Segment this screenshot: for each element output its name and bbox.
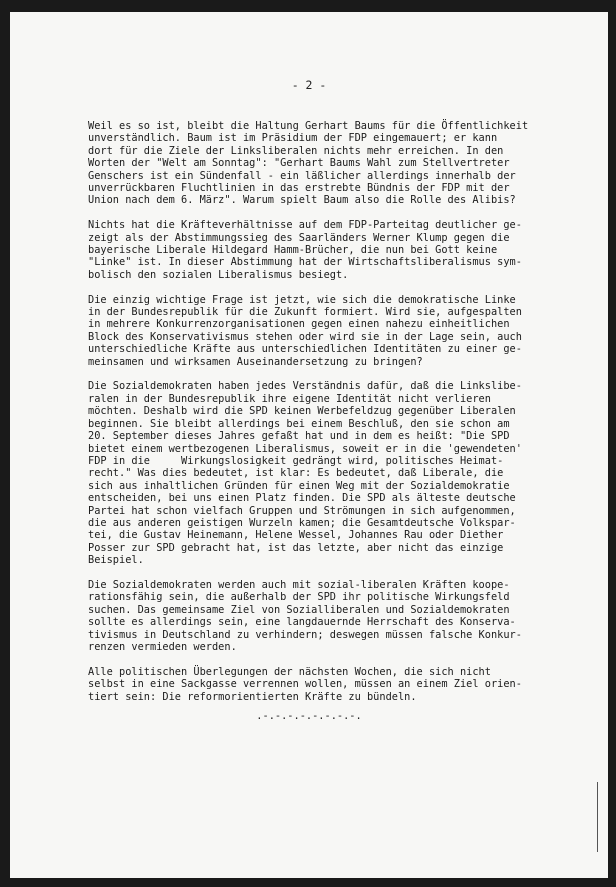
text-line: tei, die Gustav Heinemann, Helene Wessel, Johannes Rau oder Diether [88,529,504,542]
text-line: unverrückbaren Fluchtlinien in das erstrebte Bündnis der FDP mit der [88,182,510,195]
text-line: tivismus in Deutschland zu verhindern; deswegen müssen falsche Konkur- [88,628,522,641]
text-line: möchten. Deshalb wird die SPD keinen Werbefeldzug gegenüber Liberalen [88,405,516,418]
scan-edge-mark [597,782,598,852]
text-line: Beispiel. [88,554,144,567]
text-line: unverständlich. Baum ist im Präsidium der FDP eingemauert; er kann [88,132,498,145]
text-line: Union nach dem 6. März". Warum spielt Baum also die Rolle des Alibis? [88,194,516,207]
text-line: in der Bundesrepublik für die Zukunft formiert. Wird sie, aufgespalten [88,306,522,319]
text-line: meinsamen und wirksamen Auseinandersetzung zu bringen? [88,355,423,368]
text-line: unterschiedliche Kräfte aus unterschiedlichen Identitäten zu einer ge- [88,343,522,356]
text-line: rationsfähig sein, die außerhalb der SPD ihr politische Wirkungsfeld [88,591,510,604]
text-line: bietet einem wertbezogenen Liberalismus, soweit er in die 'gewendeten' [88,442,522,455]
text-line: Posser zur SPD gebracht hat, ist das letzte, aber nicht das einzige [88,541,504,554]
paragraph-4 [88,380,593,566]
text-line: ralen in der Bundesrepublik ihre eigene Identität nicht verlieren [88,392,491,405]
text-line: 20. September dieses Jahres gefaßt hat und in dem es heißt: "Die SPD [88,430,510,443]
text-line: Die Sozialdemokraten werden auch mit sozial-liberalen Kräften koope- [88,578,510,591]
text-line: "Linke" ist. In dieser Abstimmung hat der Wirtschaftsliberalismus sym- [88,256,522,269]
text-line: Weil es so ist, bleibt die Haltung Gerhart Baums für die Öffentlichkeit [88,120,529,132]
text-line: in mehrere Konkurrenzorganisationen gegen einen nahezu einheitlichen [88,318,510,331]
text-line: renzen vermieden werden. [88,641,237,653]
paragraph-5 [88,579,593,653]
text-line: zeigt als der Abstimmungssieg des Saarländers Werner Klump gegen die [88,231,510,244]
text-line: tiert sein: Die reformorientierten Kräfte zu bündeln. [88,690,417,703]
text-line: Die einzig wichtige Frage ist jetzt, wie sich die demokratische Linke [88,293,516,306]
paragraph-3 [88,294,593,368]
text-line: beginnen. Sie bleibt allerdings bei einem Beschluß, den sie schon am [88,417,510,430]
text-line: sollte es allerdings sein, eine langdauernde Herrschaft des Konserva- [88,616,516,629]
paragraph-6 [88,666,593,703]
text-line: bolisch den sozialen Liberalismus besiegt. [88,268,349,281]
text-line: recht." Was dies bedeutet, ist klar: Es bedeutet, daß Liberale, die [88,467,504,480]
paragraph-2 [88,219,593,281]
text-line: die aus anderen geistigen Wurzeln kamen; die Gesamtdeutsche Volkspar- [88,516,516,529]
page-number: - 2 - [291,78,327,92]
text-line: Worten der "Welt am Sonntag": "Gerhart Baums Wahl zum Stellvertreter [88,157,510,170]
text-line: FDP in die Wirkungslosigkeit gedrängt wird, politisches Heimat- [88,454,504,467]
text-line: selbst in eine Sackgasse verrennen wollen, müssen an einem Ziel orien- [88,678,522,691]
text-line: Nichts hat die Kräfteverhältnisse auf dem FDP-Parteitag deutlicher ge- [88,219,522,232]
text-line: Partei hat schon vielfach Gruppen und Strömungen in sich aufgenommen, [88,504,516,517]
text-line: dort für die Ziele der Linksliberalen nichts mehr erreichen. In den [88,144,504,157]
text-line: Genschers ist ein Sündenfall - ein läßlicher allerdings innerhalb der [88,169,516,182]
text-line: bayerische Liberale Hildegard Hamm-Brücher, die nun bei Gott keine [88,244,498,257]
text-line: entscheiden, bei uns einen Platz finden. Die SPD als älteste deutsche [88,492,516,505]
text-line: sich aus inhaltlichen Gründen für einen Weg mit der Sozialdemokratie [88,479,510,492]
text-line: Die Sozialdemokraten haben jedes Verständnis dafür, daß die Linkslibe- [88,380,522,393]
document-page [10,12,608,878]
paragraph-1 [88,120,593,207]
text-line: Alle politischen Überlegungen der nächsten Wochen, die sich nicht [88,665,491,678]
body-text [88,120,593,715]
text-line: suchen. Das gemeinsame Ziel von Sozialliberalen und Sozialdemokraten [88,603,510,616]
section-separator: .-.-.-.-.-.-.-.-. [256,710,362,722]
text-line: Block des Konservativismus stehen oder wird sie in der Lage sein, auch [88,330,522,343]
